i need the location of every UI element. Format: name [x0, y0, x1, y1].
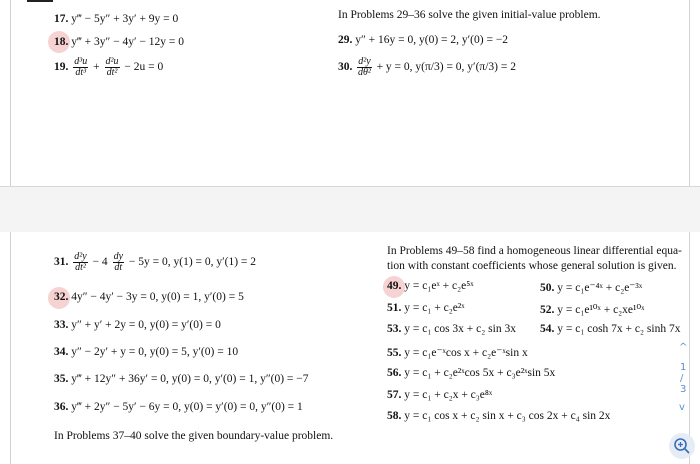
problem-34: [54, 346, 238, 358]
problem-equation: y″ + 16y = 0, y(0) = 2, y′(0) = −2: [355, 34, 509, 46]
section-intro: In Problems 29–36 solve the given initial-value problem.: [338, 9, 601, 21]
page-left-edge: [10, 232, 11, 464]
fraction-numerator: d³u: [74, 56, 88, 67]
problem-equation: 4y″ − 4y′ − 3y = 0, y(0) = 1, y′(0) = 5: [71, 291, 244, 303]
problem-54: [540, 323, 680, 335]
problem-number: 32.: [54, 291, 69, 303]
intro-line: In Problems 49–58 find a homogeneous linear differential equa-: [387, 245, 682, 257]
operator: − 4: [92, 256, 108, 269]
problem-equation: y = c₁e¹⁰ˣ + c₂xe¹⁰ˣ: [557, 304, 645, 316]
problem-number: 34.: [54, 346, 69, 358]
fraction: [113, 252, 124, 273]
page-separator: /: [680, 373, 684, 384]
problem-equation: y‴ + 2y″ − 5y′ − 6y = 0, y(0) = y′(0) = 0, y″(0) = 1: [71, 401, 303, 413]
section-intro: In Problems 37–40 solve the given boundary-value problem.: [54, 430, 334, 442]
page-gap: [0, 186, 700, 234]
fraction-numerator: d²u: [105, 56, 119, 67]
page-edge-mark: [27, 0, 53, 2]
problem-30: [338, 57, 516, 78]
fraction: [73, 57, 88, 78]
problem-32: [54, 291, 244, 303]
problem-55: [387, 345, 528, 359]
problem-number: 33.: [54, 319, 69, 331]
fraction-denominator: dθ²: [358, 67, 371, 78]
problem-17: [54, 13, 178, 25]
zoom-button[interactable]: [669, 433, 695, 459]
page-up-icon[interactable]: ^: [679, 342, 688, 353]
problem-number: 35.: [54, 373, 69, 385]
problem-number: 57.: [387, 389, 402, 401]
problem-equation: y = c₁e⁻⁴ˣ + c₂e⁻³ˣ: [557, 282, 643, 294]
problem-number: 55.: [387, 347, 402, 359]
problem-equation: y‴ − 5y″ + 3y′ + 9y = 0: [71, 13, 179, 25]
problem-31: [54, 252, 256, 273]
page-panel-bottom: [0, 232, 700, 464]
problem-equation: y = c₁ cos 3x + c₂ sin 3x: [404, 323, 516, 335]
problem-57: [387, 389, 492, 401]
problem-33: [54, 319, 221, 331]
fraction-denominator: dt: [114, 262, 123, 273]
problem-equation: y = c₁ + c₂x + c₃e⁸ˣ: [404, 389, 493, 401]
problem-58: [387, 410, 610, 422]
problem-number: 49.: [387, 280, 402, 292]
problem-number: 54.: [540, 323, 555, 335]
page-current: 1: [680, 362, 687, 373]
operator: +: [93, 61, 100, 74]
problem-equation: y‴ + 12y″ + 36y′ = 0, y(0) = 0, y′(0) = 1, y″(0) = −7: [71, 373, 309, 385]
problem-number: 52.: [540, 304, 555, 316]
fraction-numerator: d²y: [74, 251, 87, 262]
equation-rest: − 2u = 0: [124, 61, 164, 74]
fraction-denominator: dt²: [106, 67, 118, 78]
fraction-numerator: dy: [113, 251, 124, 262]
problem-number: 17.: [54, 13, 69, 25]
problem-number: 56.: [387, 367, 402, 379]
problem-number: 51.: [387, 302, 402, 314]
problem-52: [540, 302, 644, 316]
page-total: 3: [680, 384, 687, 395]
page-panel-top: [0, 0, 700, 186]
fraction-denominator: dt²: [75, 262, 86, 273]
problem-35: [54, 373, 309, 385]
problem-equation: y = c₁ + c₂e²ˣ: [404, 302, 465, 314]
problem-number: 18.: [54, 36, 69, 48]
zoom-in-icon: [669, 433, 695, 459]
problem-50: [540, 280, 642, 294]
intro-line: tion with constant coefficients whose general solution is given.: [387, 260, 677, 272]
problem-equation: y = c₁ cosh 7x + c₂ sinh 7x: [557, 323, 681, 335]
problem-number: 36.: [54, 401, 69, 413]
problem-49: [387, 280, 474, 292]
problem-equation: y″ + y′ + 2y = 0, y(0) = y′(0) = 0: [71, 319, 221, 331]
problem-equation: y = c₁eˣ + c₂e⁵ˣ: [404, 280, 474, 292]
page-right-edge: [689, 0, 690, 186]
problem-equation: y = c₁ cos x + c₂ sin x + c₃ cos 2x + c₄ sin 2x: [404, 410, 611, 422]
equation-rest: + y = 0, y(π/3) = 0, y′(π/3) = 2: [376, 61, 516, 74]
fraction-denominator: dt³: [75, 67, 87, 78]
fraction: [105, 57, 120, 78]
problem-51: [387, 302, 465, 314]
problem-29: [338, 34, 508, 46]
problem-number: 30.: [338, 61, 353, 74]
section-intro: [387, 244, 682, 274]
problem-18: [54, 36, 184, 48]
fraction: [357, 57, 371, 78]
problem-number: 29.: [338, 34, 353, 46]
page-left-edge: [10, 0, 11, 186]
problem-equation: y″ − 2y′ + y = 0, y(0) = 5, y′(0) = 10: [71, 346, 239, 358]
problem-equation: y = c₁ + c₂e²ˣcos 5x + c₃e²ˣsin 5x: [404, 367, 556, 379]
problem-56: [387, 367, 555, 379]
fraction: [73, 252, 87, 273]
problem-19: [54, 57, 163, 78]
problem-number: 31.: [54, 256, 69, 269]
fraction-numerator: d²y: [358, 56, 371, 67]
problem-number: 50.: [540, 282, 555, 294]
problem-equation: y‴ + 3y″ − 4y′ − 12y = 0: [71, 36, 185, 48]
equation-rest: − 5y = 0, y(1) = 0, y′(1) = 2: [128, 256, 257, 269]
problem-number: 58.: [387, 410, 402, 422]
problem-equation: y = c₁e⁻ˣcos x + c₂e⁻ˣsin x: [404, 347, 528, 359]
page-down-icon[interactable]: v: [679, 402, 685, 413]
problem-53: [387, 323, 516, 335]
problem-number: 53.: [387, 323, 402, 335]
problem-number: 19.: [54, 61, 69, 74]
problem-36: [54, 401, 303, 413]
page-right-edge: [689, 232, 690, 464]
